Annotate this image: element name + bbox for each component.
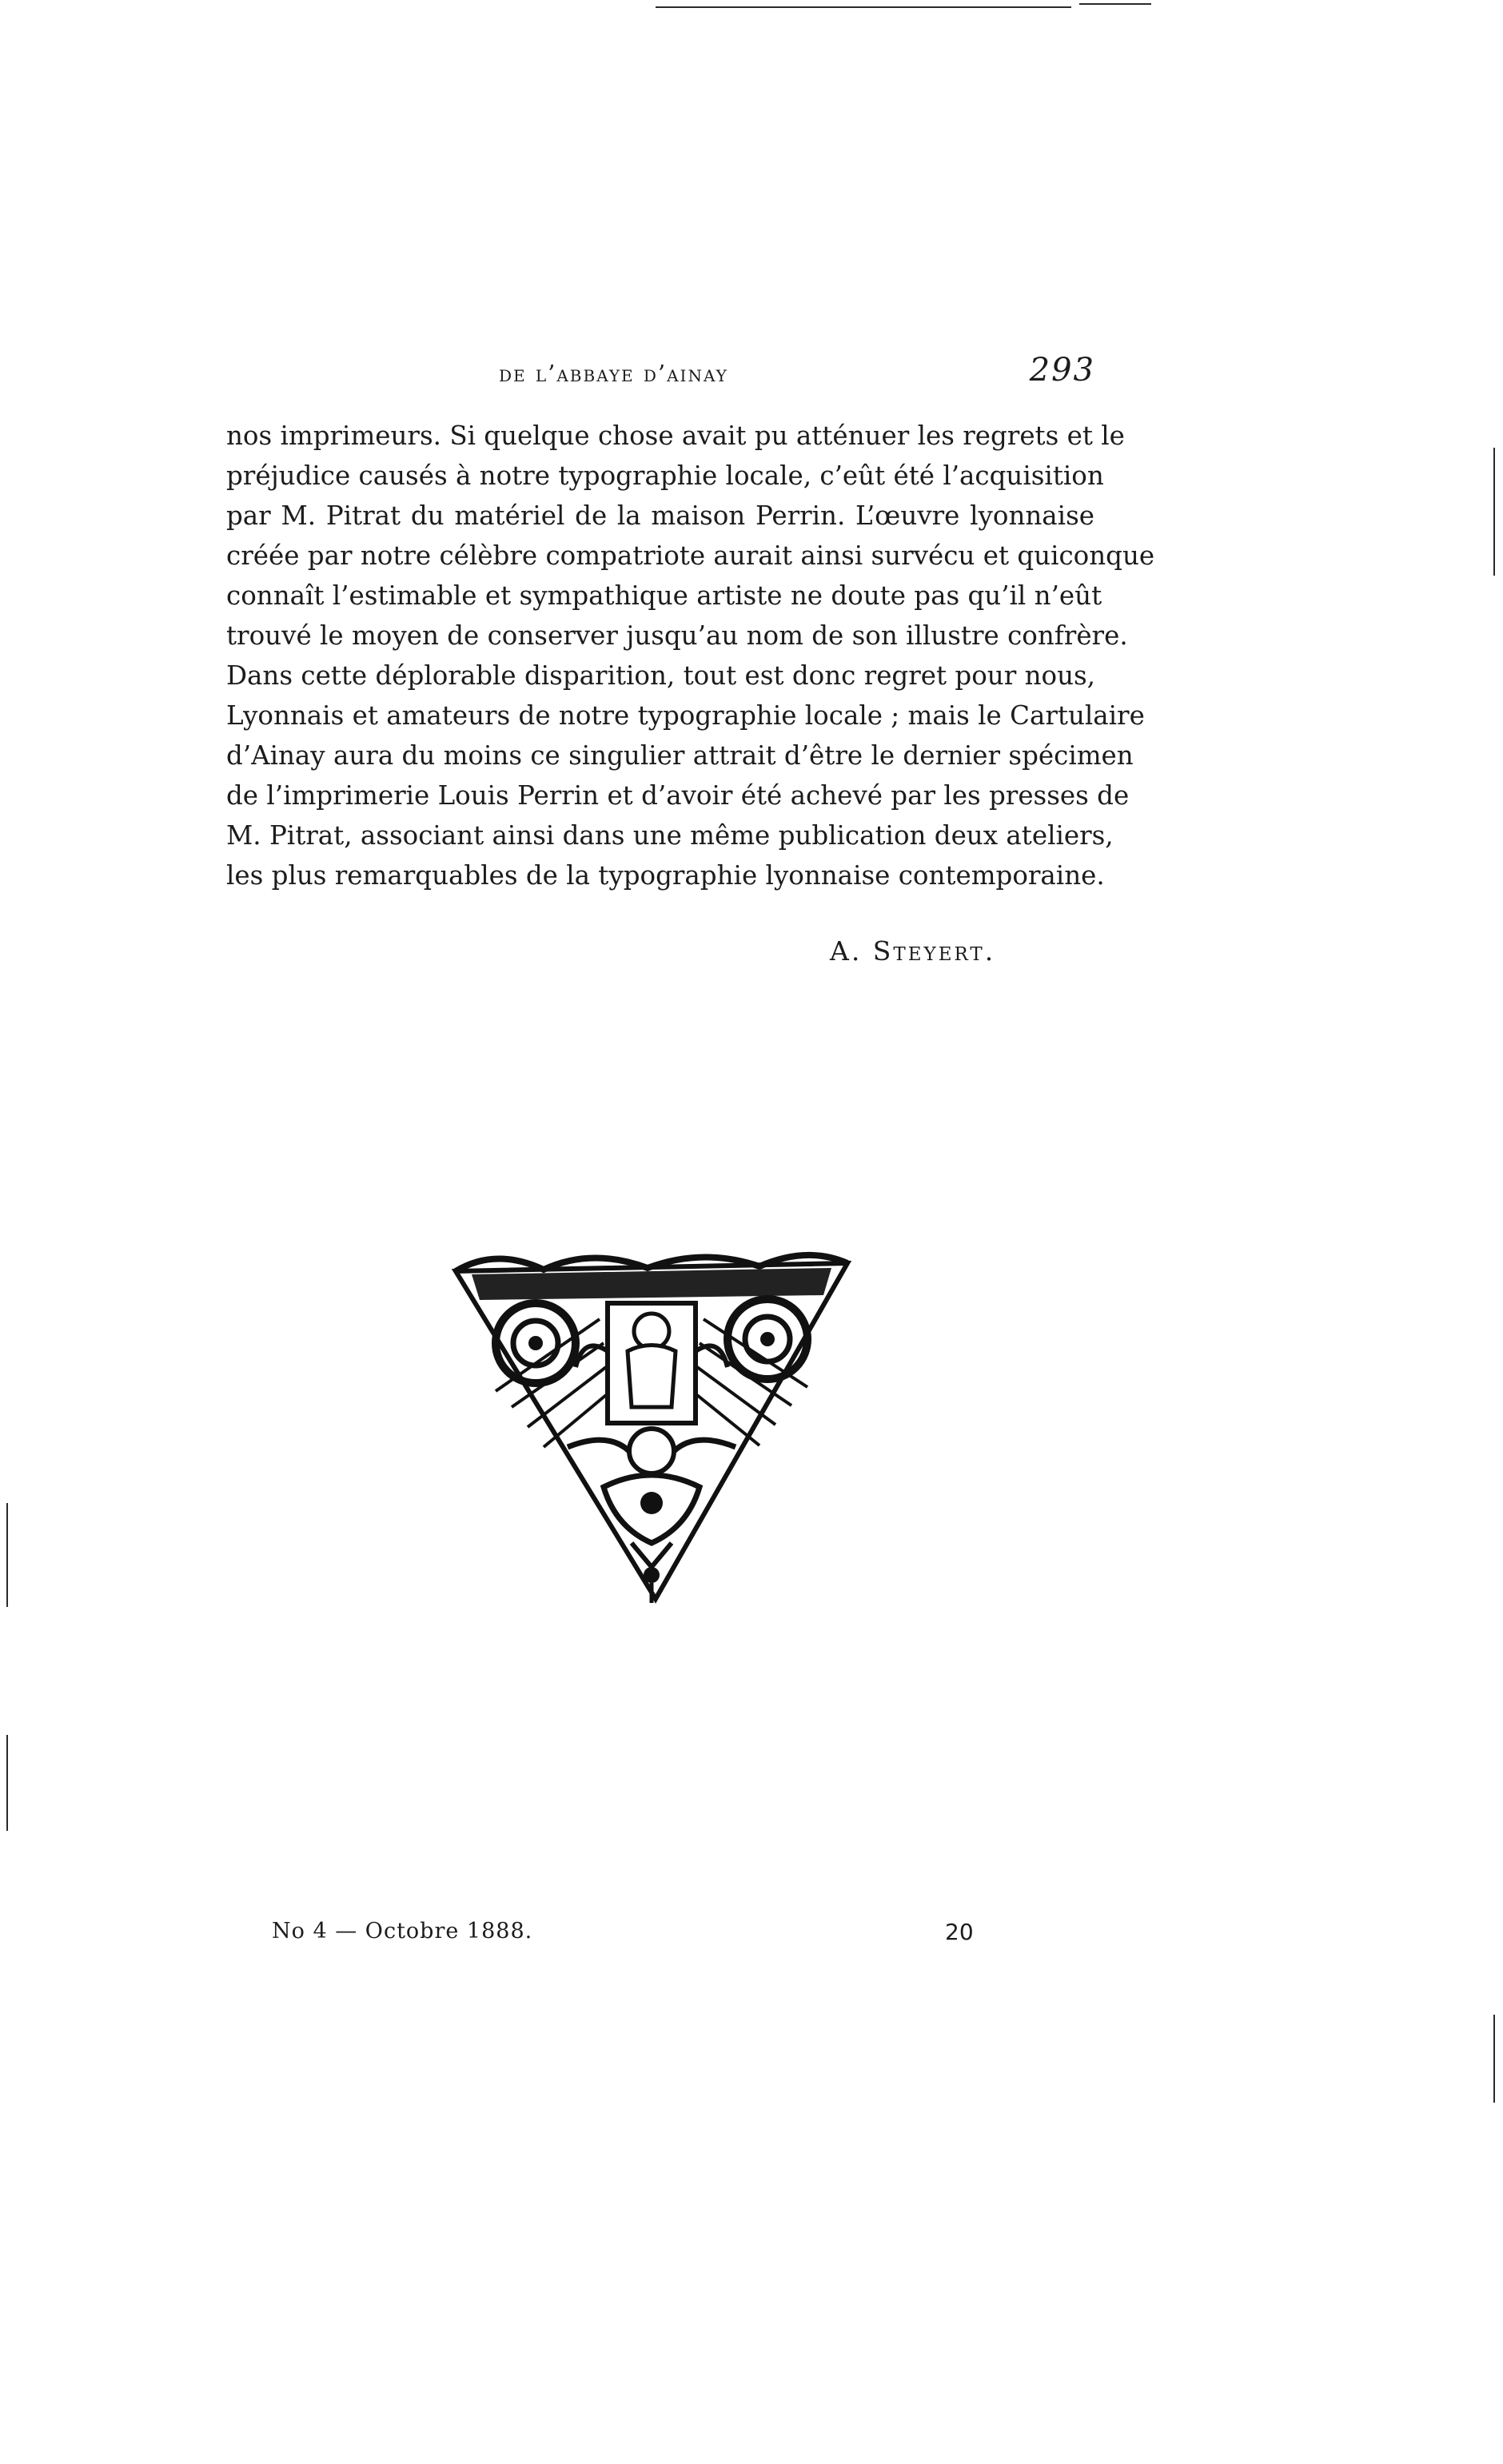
body-paragraph: [226, 416, 1155, 895]
page-footer: [272, 1916, 991, 1956]
scan-edge-line: [1493, 448, 1495, 576]
body-line: créée par notre célèbre compatriote aurait ainsi survécu et quiconque: [226, 540, 1155, 571]
body-line: trouvé le moyen de conserver jusqu’au nom de son illustre confrère.: [226, 620, 1128, 651]
body-line: les plus remarquables de la typographie lyonnaise contemporaine.: [226, 860, 1105, 891]
scan-edge-line: [6, 1503, 8, 1607]
body-line: d’Ainay aura du moins ce singulier attrait d’être le dernier spécimen: [226, 740, 1134, 771]
body-line: nos imprimeurs. Si quelque chose avait pu atténuer les regrets et le: [226, 421, 1125, 451]
running-head: [480, 352, 1095, 400]
body-line: de l’imprimerie Louis Perrin et d’avoir été achevé par les presses de: [226, 780, 1130, 811]
body-line: préjudice causés à notre typographie locale, c’eût été l’acquisition: [226, 461, 1104, 491]
cul-de-lampe-ornament-icon: [448, 1247, 855, 1607]
body-line: Lyonnais et amateurs de notre typographie locale ; mais le Cartulaire: [226, 700, 1145, 731]
body-line: par M. Pitrat du matériel de la maison Perrin. L’œuvre lyonnaise: [226, 500, 1094, 531]
page-number: 293: [1029, 352, 1095, 389]
running-title: de l’abbaye d’ainay: [499, 360, 728, 387]
body-line: M. Pitrat, associant ainsi dans une même publication deux ateliers,: [226, 820, 1114, 851]
body-line: connaît l’estimable et sympathique artiste ne doute pas qu’il n’eût: [226, 580, 1102, 611]
issue-line: No 4 — Octobre 1888.: [272, 1919, 533, 1944]
scan-edge-line: [1493, 2015, 1495, 2103]
body-line: Dans cette déplorable disparition, tout est donc regret pour nous,: [226, 660, 1096, 691]
sheet-number: 20: [945, 1919, 974, 1945]
scan-edge-line: [656, 6, 1071, 8]
scan-edge-line: [1079, 3, 1151, 5]
scan-edge-line: [6, 1735, 8, 1831]
author-signature: A. Steyert.: [830, 935, 996, 967]
